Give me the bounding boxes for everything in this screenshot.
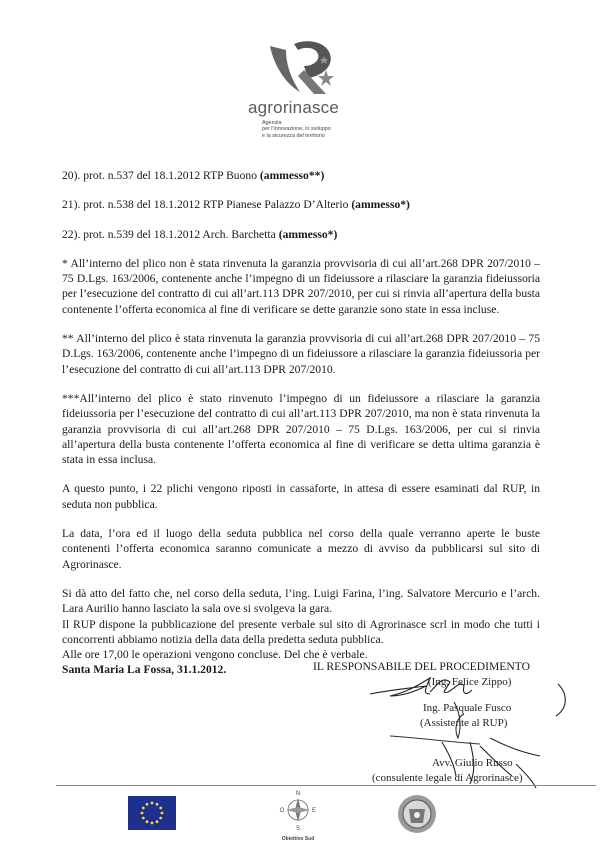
note-double-star: ** All’interno del plico è stata rinvenuta la garanzia provvisoria di cui all’art.268 DPR 207/2010 – 75 D.Lgs. 163/2006, contenente anche l’impegno di un fideiussore a rilasciare la garanzia fideiussoria per l’esecuzione del contratto di cui all’art.113 DPR 207/2010. — [62, 332, 540, 376]
compass-icon — [268, 786, 328, 846]
entry-20: 20). prot. n.537 del 18.1.2012 RTP Buono (ammesso**) — [62, 169, 325, 182]
handwritten-signatures-icon — [330, 672, 570, 790]
assistant-name: Ing. Pasquale Fusco — [423, 702, 512, 714]
svg-text:E: E — [311, 808, 317, 814]
svg-text:N: N — [295, 791, 301, 797]
rup-name: (Ing. Felice Zippo) — [428, 676, 512, 688]
document-body — [62, 168, 540, 678]
agrorinasce-logo — [240, 36, 380, 148]
paragraph-closing: Alle ore 17,00 le operazioni vengono concluse. Del che è verbale. — [62, 648, 368, 662]
svg-text:Obiettivo Sud: Obiettivo Sud — [281, 836, 315, 842]
note-triple-star: ***All’interno del plico è stato rinvenuto l’impegno di un fideiussore a rilasciare la garanzia fideiussoria per l’esecuzione del contratto di cui all’art.113 DPR 207/2010, ma non è stata rinvenuta la garanzia provvisoria di cui all’art.268 DPR 207/2010 – 75 D.Lgs. 163/2006, per cui si rinvia all’apertura della busta contenente l’offerta economica al fine di verificare se detta ultima garanzia è stata in essa inclusa. — [62, 391, 540, 467]
legal-name: Avv. Giulio Russo — [432, 757, 513, 769]
entry-22: 22). prot. n.539 del 18.1.2012 Arch. Barchetta (ammesso*) — [62, 227, 338, 241]
obiettivo-sud-logo — [268, 786, 328, 846]
signature-title: IL RESPONSABILE DEL PROCEDIMENTO — [313, 660, 530, 673]
paragraph-attendees: Si dà atto del fatto che, nel corso della seduta, l’ing. Luigi Farina, l’ing. Salvatore Mercurio e l’arch. Lara Aurilio hanno lasciato la sala ove si svolgeva la gara. — [62, 586, 540, 616]
paragraph-public-session: La data, l’ora ed il luogo della seduta pubblica nel corso della quale verranno aperte le buste contenenti l’offerta economica saranno comunicate a mezzo di avviso da pubblicarsi sul sito di Agrorinasce. — [62, 527, 540, 571]
assistant-role: (Assistente al RUP) — [420, 717, 508, 729]
svg-text:O: O — [279, 808, 285, 814]
svg-text:S: S — [295, 826, 301, 832]
paragraph-publication: Il RUP dispone la pubblicazione del presente verbale sul sito di Agrorinasce scrl in modo che tutti i concorrenti abbiamo notizia della data della predetta seduta pubblica. — [62, 617, 540, 646]
legal-role: (consulente legale di Agrorinasce) — [372, 772, 523, 784]
entry-21: 21). prot. n.538 del 18.1.2012 RTP Pianese Palazzo D’Alterio (ammesso*) — [62, 198, 410, 212]
note-single-star: * All’interno del plico non è stata rinvenuta la garanzia provvisoria di cui all’art.268 DPR 207/2010 – 75 D.Lgs. 163/2006, contenente anche l’impegno di un fideiussore a rilasciare la garanzia fideiussoria per l’esecuzione del contratto di cui all’art.113 DPR 207/2010, per cui si rinvia all’apertura della busta contenente l’offerta economica al fine di verificare se dette garanzie sono state in essa incluse. — [62, 256, 540, 316]
region-seal-icon — [396, 791, 438, 837]
brand-tagline: Agenzia per l'innovazione, lo sviluppo e la sicurezza del territorio — [262, 120, 331, 139]
agrorinasce-emblem-icon — [264, 36, 344, 98]
place-date: Santa Maria La Fossa, 31.1.2012. — [62, 663, 227, 677]
paragraph-safe-storage: A questo punto, i 22 plichi vengono riposti in cassaforte, in attesa di essere esaminati dal RUP, in seduta non pubblica. — [62, 482, 540, 511]
brand-name: agrorinasce — [248, 98, 340, 117]
eu-flag-icon — [128, 796, 176, 830]
